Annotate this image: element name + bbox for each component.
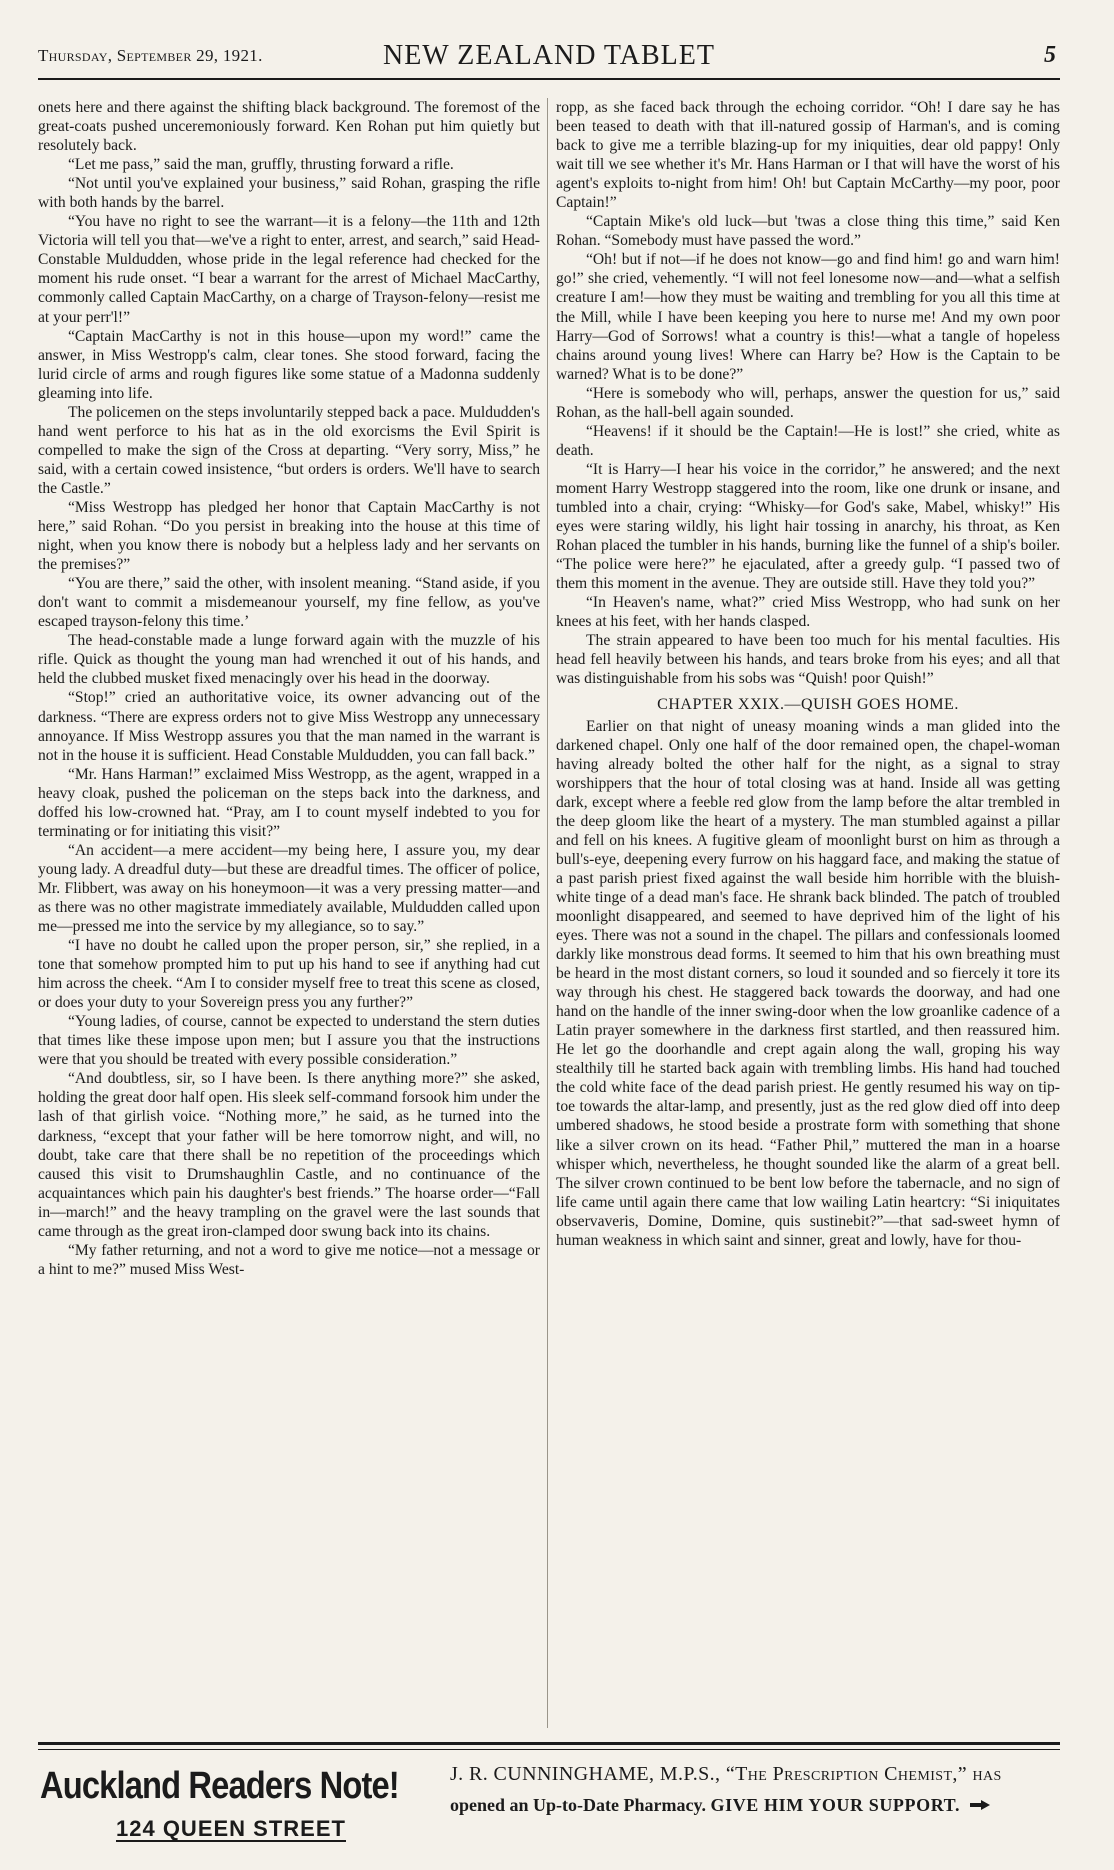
article-paragraph: “It is Harry—I hear his voice in the corridor,” he answered; and the next moment Harry Westropp staggered into the room, like one drunk or insane, and tumbled into a chair, crying: “Whisky—for God's sake, Mabel, whisky!” His eyes were staring wildly, his light hair tossing in anarchy, his throat, as Ken Rohan placed the tumbler in his hands, burning like the funnel of a ship's boiler. “The police were here?” he ejaculated, after a greedy gulp. “I passed two of them this moment in the avenue. They are outside still. Have they told you?”	[556, 460, 1060, 593]
ad-line-chemist: J. R. CUNNINGHAME, M.P.S., “The Prescription Chemist,” has	[450, 1763, 1002, 1785]
article-paragraph: “Heavens! if it should be the Captain!—He is lost!” she cried, white as death.	[556, 422, 1060, 459]
article-paragraph: “My father returning, and not a word to give me notice—not a message or a hint to me?” mused Miss West-	[38, 1241, 540, 1278]
advertisement	[38, 1742, 1060, 1845]
ad-headline: Auckland Readers Note!	[40, 1765, 399, 1807]
right-column	[556, 98, 1060, 1730]
left-column	[38, 98, 540, 1730]
article-paragraph: “Let me pass,” said the man, gruffly, thrusting forward a rifle.	[68, 156, 454, 174]
article-paragraph: “An accident—a mere accident—my being here, I assure you, my dear young lady. A dreadful duty—but these are dreadful times. The officer of police, Mr. Flibbert, was away on his honeymoon—it was a very pressing matter—and as there was no other magistrate immediately available, Muldudden called upon me—pressed me into the service by my allegiance, so to say.”	[38, 841, 540, 936]
article-paragraph: “Miss Westropp has pledged her honor that Captain MacCarthy is not here,” said Rohan. “Do you persist in breaking into the house at this time of night, when you know there is nobody but a helpless lady and her servants on the premises?”	[38, 498, 540, 574]
masthead	[38, 40, 1060, 80]
ad-pharmacy-text: opened an Up-to-Date Pharmacy.	[450, 1795, 706, 1815]
article-paragraph: ropp, as she faced back through the echoing corridor. “Oh! I dare say he has been teased to death with that ill-natured gossip of Harman's, and is coming back to give me a terrible blazing-up for my iniquities, dear old pappy! Only wait till we see whether it's Mr. Hans Harman or I that will have the worst of his agent's exploits to-night from him! Oh! but Captain McCarthy—my poor, poor Captain!”	[556, 99, 1060, 212]
ad-street: 124 QUEEN STREET	[116, 1816, 346, 1841]
article-paragraph: Earlier on that night of uneasy moaning winds a man glided into the darkened chapel. Only one half of the door remained open, the chapel-woman having already bolted the other half for the night, as a signal to stray worshippers that the hour of total closing was at hand. Inside all was getting dark, except where a feeble red glow from the lamp before the altar trembled in the deep gloom like the heart of a mystery. The man stumbled against a pillar and fell on his knees. A fugitive gleam of moonlight burst on him as through a bull's-eye, deepening every furrow on his haggard face, and making the statue of a past parish priest fixed against the wall beside him horrible with the bluish-white tinge of a dead man's face. He shrank back blinded. The patch of troubled moonlight disappeared, and seemed to have deprived him of the light of his eyes. There was not a sound in the chapel. The pillars and confessionals loomed darkly like monstrous dead forms. It seemed to him that his own breathing must be heard in the most distant corners, so loud it sounded and so fiercely it tore its way through his chest. He staggered back towards the doorway, and had one hand on the handle of the inner swing-door when the low groanlike cadence of a Latin prayer somewhere in the darkness first startled, and then reassured him. He let go the doorhandle and crept again along the wall, groping his way stealthily till he started back again with trembling limbs. His hand had touched the cold white face of the dead parish priest. He gently resumed his way on tip-toe towards the altar-lamp, and presently, just as the red glow died off into deep umbered shadows, he stood beside a prostrate form with something that shone like a silver crown on its head. “Father Phil,” muttered the man in a hoarse whisper which, nevertheless, he thought sounded like the alarm of a great bell. The silver crown continued to be bent low before the tabernacle, and no sign of life came until again there came that low wailing Latin heartcry: “Si iniquitates observaveris, Domine, Domine, quis sustinebit?”—that sad-sweet hymn of human weakness in which saint and sinner, great and lowly, have for thou-	[556, 717, 1060, 1249]
newspaper-title: NEW ZEALAND TABLET	[382, 40, 715, 71]
ad-line-pharmacy	[450, 1795, 1060, 1817]
article-paragraph: “Not until you've explained your business,” said Rohan, grasping the rifle with both hands by the barrel.	[38, 175, 540, 212]
article-paragraph: “You have no right to see the warrant—it is a felony—the 11th and 12th Victoria will tell you that—we've a right to enter, arrest, and search,” said Head-Constable Muldudden, whose pride in the legal reference had checked for the moment his rude onset. “I bear a warrant for the arrest of Michael MacCarthy, commonly called Captain MacCarthy, on a charge of Trayson-felony—resist me at your perr'l!”	[38, 213, 540, 326]
article-paragraph: onets here and there against the shifting black background. The foremost of the great-coats pushed unceremoniously forward. Ken Rohan put him quietly but resolutely back.	[38, 99, 540, 155]
article-paragraph: The head-constable made a lunge forward again with the muzzle of his rifle. Quick as thought the young man had wrenched it out of his hands, and held the clubbed musket fixed menacingly over his head in the doorway.	[38, 632, 540, 688]
article-paragraph: “Here is somebody who will, perhaps, answer the question for us,” said Rohan, as the hall-bell again sounded.	[556, 384, 1060, 421]
article-paragraph: “Young ladies, of course, cannot be expected to understand the stern duties that times like these impose upon men; but I assure you that the instructions were that you should be treated with every possible consideration.”	[38, 1013, 540, 1069]
article-paragraph: “Stop!” cried an authoritative voice, its owner advancing out of the darkness. “There are express orders not to give Miss Westropp any unnecessary annoyance. If Miss Westropp assures you that the man named in the warrant is not in the house it is sufficient. Head Constable Muldudden, you can fall back.”	[38, 689, 540, 764]
article-paragraph: “I have no doubt he called upon the proper person, sir,” she replied, in a tone that somehow prompted him to put up his hand to see if anything had cut him across the cheek. “Am I to consider myself free to treat this scene as closed, or does your duty to your Sovereign press you any further?”	[38, 937, 540, 1012]
article-paragraph: “Mr. Hans Harman!” exclaimed Miss Westropp, as the agent, wrapped in a heavy cloak, pushed the policeman on the steps back into the darkness, and doffed his low-crowned hat. “Pray, am I to count myself indebted to you for terminating or for initiating this visit?”	[38, 765, 540, 840]
ad-rule	[38, 1749, 1060, 1750]
page-number: 5	[1044, 42, 1056, 68]
article-paragraph: “And doubtless, sir, so I have been. Is there anything more?” she asked, holding the great door half open. His sleek self-command forsook him under the lash of that girlish voice. “Nothing more,” he said, as he turned into the darkness, “except that your father will be here tomorrow night, and will, no doubt, take care that there shall be no repetition of the proceedings which caused this visit to Drumshaughlin Castle, and no continuance of the acquaintances which pain his daughter's best friends.” The hoarse order—“Fall in—march!” and the heavy trampling on the gravel were the last sounds that came through as the great iron-clamped door swung back into its chains.	[38, 1070, 540, 1240]
column-divider	[547, 98, 548, 1728]
article-paragraph: “In Heaven's name, what?” cried Miss Westropp, who had sunk on her knees at his feet, with her hands clasped.	[556, 594, 1060, 631]
pointing-hand-icon	[969, 1796, 991, 1817]
ad-support-text: GIVE HIM YOUR SUPPORT.	[710, 1795, 961, 1815]
article-paragraph: The strain appeared to have been too much for his mental faculties. His head fell heavily between his hands, and tears broke from his eyes; and all that was distinguishable from his sobs was “Quish! poor Quish!”	[556, 632, 1060, 688]
chapter-heading: CHAPTER XXIX.—QUISH GOES HOME.	[657, 696, 959, 714]
article-paragraph: “You are there,” said the other, with insolent meaning. “Stand aside, if you don't want to commit a misdemeanour yourself, my fine fellow, as you've escaped trayson-felony this time.’	[38, 575, 540, 631]
article-paragraph: “Captain Mike's old luck—but 'twas a close thing this time,” said Ken Rohan. “Somebody must have passed the word.”	[556, 213, 1060, 250]
article-paragraph: “Captain MacCarthy is not in this house—upon my word!” came the answer, in Miss Westropp's calm, clear tones. She stood forward, facing the lurid circle of arms and rough figures like some statue of a Madonna suddenly gleaming into life.	[38, 327, 540, 402]
article-paragraph: The policemen on the steps involuntarily stepped back a pace. Muldudden's hand went perforce to his hat as in the old exorcisms the Evil Spirit is compelled to make the sign of the Cross at departing. “Very sorry, Miss,” he said, with a certain cowed insistence, “but orders is orders. We'll have to search the Castle.”	[38, 403, 540, 497]
article-paragraph: “Oh! but if not—if he does not know—go and find him! go and warn him! go!” she cried, vehemently. “I will not feel lonesome now—and—what a selfish creature I am!—how they must be waiting and trembling for you all this time at the Mill, while I have been keeping you here to nurse me! And my own poor Harry—God of Sorrows! what a country is this!—what a tangle of hopeless chains around young lives! Where can Harry be? How is the Captain to be warned? What is to be done?”	[556, 251, 1060, 383]
issue-date: Thursday, September 29, 1921.	[38, 46, 263, 65]
